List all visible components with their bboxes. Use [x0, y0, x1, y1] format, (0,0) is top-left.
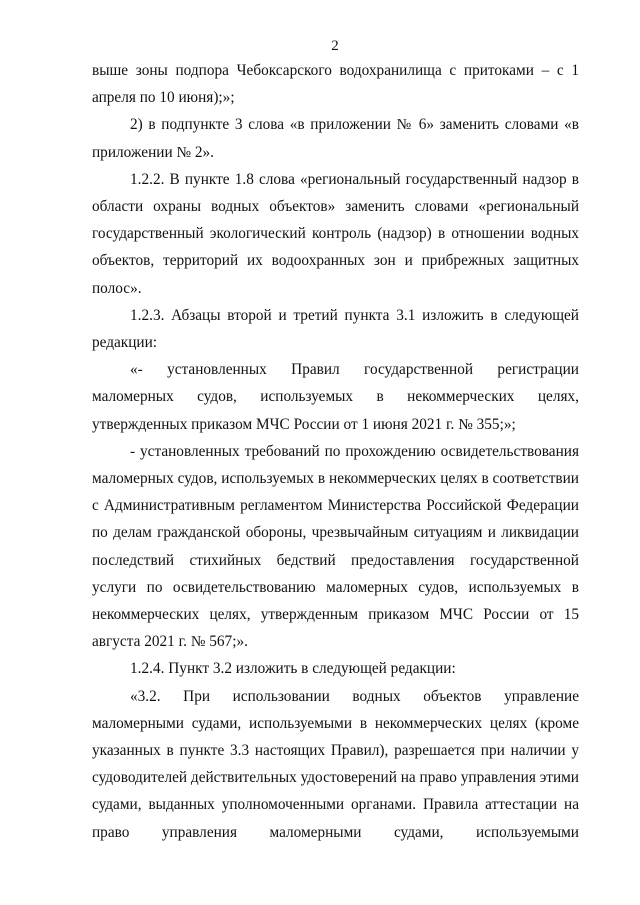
paragraph-2: 2) в подпункте 3 слова «в приложении № 6» заменить словами «в приложении № 2». [92, 116, 579, 161]
paragraph-4: 1.2.3. Абзацы второй и третий пункта 3.1 изложить в следующей редакции: [92, 306, 579, 352]
paragraph-7: 1.2.4. Пункт 3.2 изложить в следующей редакции: [130, 660, 456, 678]
page-number: 2 [331, 38, 339, 54]
paragraph-3: 1.2.2. В пункте 1.8 слова «региональный государственный надзор в области охраны водных объектов» заменить словами «региональный государственный экологический контроль (надзор) в отношении водных объектов, территорий их водоохранных зон и прибрежных защитных полос». [92, 170, 579, 297]
paragraph-1: выше зоны подпора Чебоксарского водохранилища с притоками – с 1 апреля по 10 июня);»; [92, 62, 579, 107]
paragraph-8: «3.2. При использовании водных объектов управление маломерными судами, используемыми в некоммерческих целях (кроме указанных в пункте 3.3 настоящих Правил), разрешается при наличии у судоводителей действительных удостоверений на право управления этими судами, выданных уполномоченными органами. Правила аттестации на право управления маломерными судами, используемыми [92, 687, 579, 841]
document-body [92, 57, 579, 846]
paragraph-5: «- установленных Правил государственной регистрации маломерных судов, используемых в некоммерческих целях, утвержденных приказом МЧС России от 1 июня 2021 г. № 355;»; [92, 361, 579, 433]
paragraph-6: - установленных требований по прохождению освидетельствования маломерных судов, используемых в некоммерческих целях в соответствии с Административным регламентом Министерства Российской Федерации по делам гражданской обороны, чрезвычайным ситуациям и ликвидации последствий стихийных бедствий предоставления государственной услуги по освидетельствованию маломерных судов, используемых в некоммерческих целях, утвержденным приказом МЧС России от 15 августа 2021 г. № 567;». [92, 442, 579, 651]
